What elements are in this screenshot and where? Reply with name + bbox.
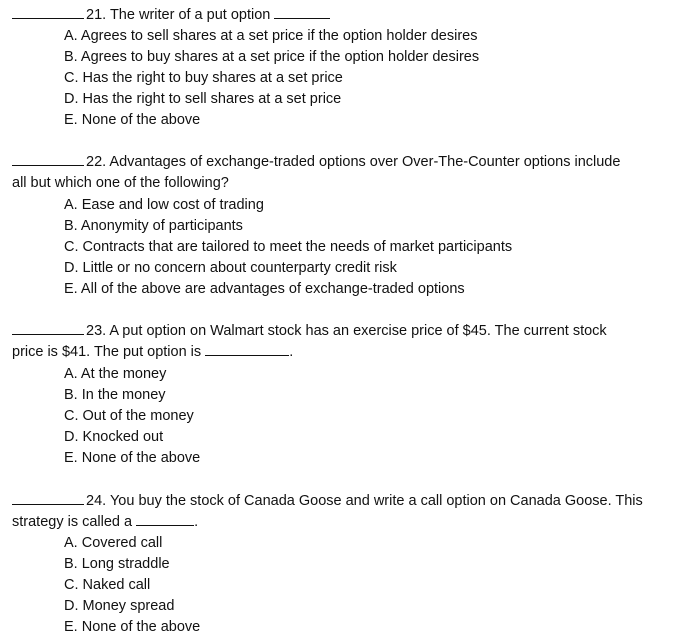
question-stem-continuation	[12, 173, 229, 194]
answer-blank[interactable]	[12, 5, 84, 19]
question-stem	[12, 321, 607, 342]
question-number: 22.	[86, 154, 107, 170]
question-stem-continuation	[12, 512, 198, 533]
question-stem-continuation	[12, 342, 293, 363]
answer-blank[interactable]	[12, 152, 84, 166]
choice-a: A. At the money	[64, 366, 167, 382]
question-text: The writer of a put option	[109, 7, 271, 23]
fill-in-blank	[274, 5, 330, 19]
question-number: 23.	[86, 323, 107, 339]
question-stem	[12, 152, 620, 173]
choice-a: A. Agrees to sell shares at a set price if the option holder desires	[64, 28, 478, 44]
answer-blank[interactable]	[12, 321, 84, 335]
question-number: 24.	[86, 493, 107, 509]
choice-c: C. Naked call	[64, 577, 151, 593]
choice-e: E. None of the above	[64, 619, 201, 635]
choice-c: C. Contracts that are tailored to meet the needs of market participants	[64, 239, 513, 255]
question-stem	[12, 491, 643, 512]
choice-d: D. Knocked out	[64, 429, 164, 445]
choice-d: D. Money spread	[64, 598, 175, 614]
choice-b: B. Agrees to buy shares at a set price if the option holder desires	[64, 49, 480, 65]
question-text-continuation: strategy is called a	[12, 514, 133, 530]
fill-in-blank	[136, 512, 194, 526]
choice-c: C. Has the right to buy shares at a set price	[64, 70, 343, 86]
question-text: Advantages of exchange-traded options over Over-The-Counter options include	[109, 154, 621, 170]
choice-c: C. Out of the money	[64, 408, 194, 424]
fill-in-blank	[205, 342, 289, 356]
question-text-continuation: all but which one of the following?	[12, 175, 229, 191]
question-text-end: .	[289, 344, 294, 360]
choice-e: E. All of the above are advantages of exchange-traded options	[64, 281, 465, 297]
choice-e: E. None of the above	[64, 112, 201, 128]
choice-a: A. Ease and low cost of trading	[64, 197, 264, 213]
question-stem	[12, 5, 330, 26]
question-number: 21.	[86, 7, 107, 23]
choice-b: B. Long straddle	[64, 556, 170, 572]
choice-e: E. None of the above	[64, 450, 201, 466]
choice-b: B. In the money	[64, 387, 166, 403]
question-text: You buy the stock of Canada Goose and write a call option on Canada Goose. This	[109, 493, 643, 509]
choice-d: D. Little or no concern about counterparty credit risk	[64, 260, 397, 276]
choice-a: A. Covered call	[64, 535, 163, 551]
question-text-continuation: price is $41. The put option is	[12, 344, 202, 360]
choice-b: B. Anonymity of participants	[64, 218, 243, 234]
answer-blank[interactable]	[12, 491, 84, 505]
question-text: A put option on Walmart stock has an exercise price of $45. The current stock	[109, 323, 607, 339]
question-text-end: .	[194, 514, 199, 530]
choice-d: D. Has the right to sell shares at a set price	[64, 91, 342, 107]
